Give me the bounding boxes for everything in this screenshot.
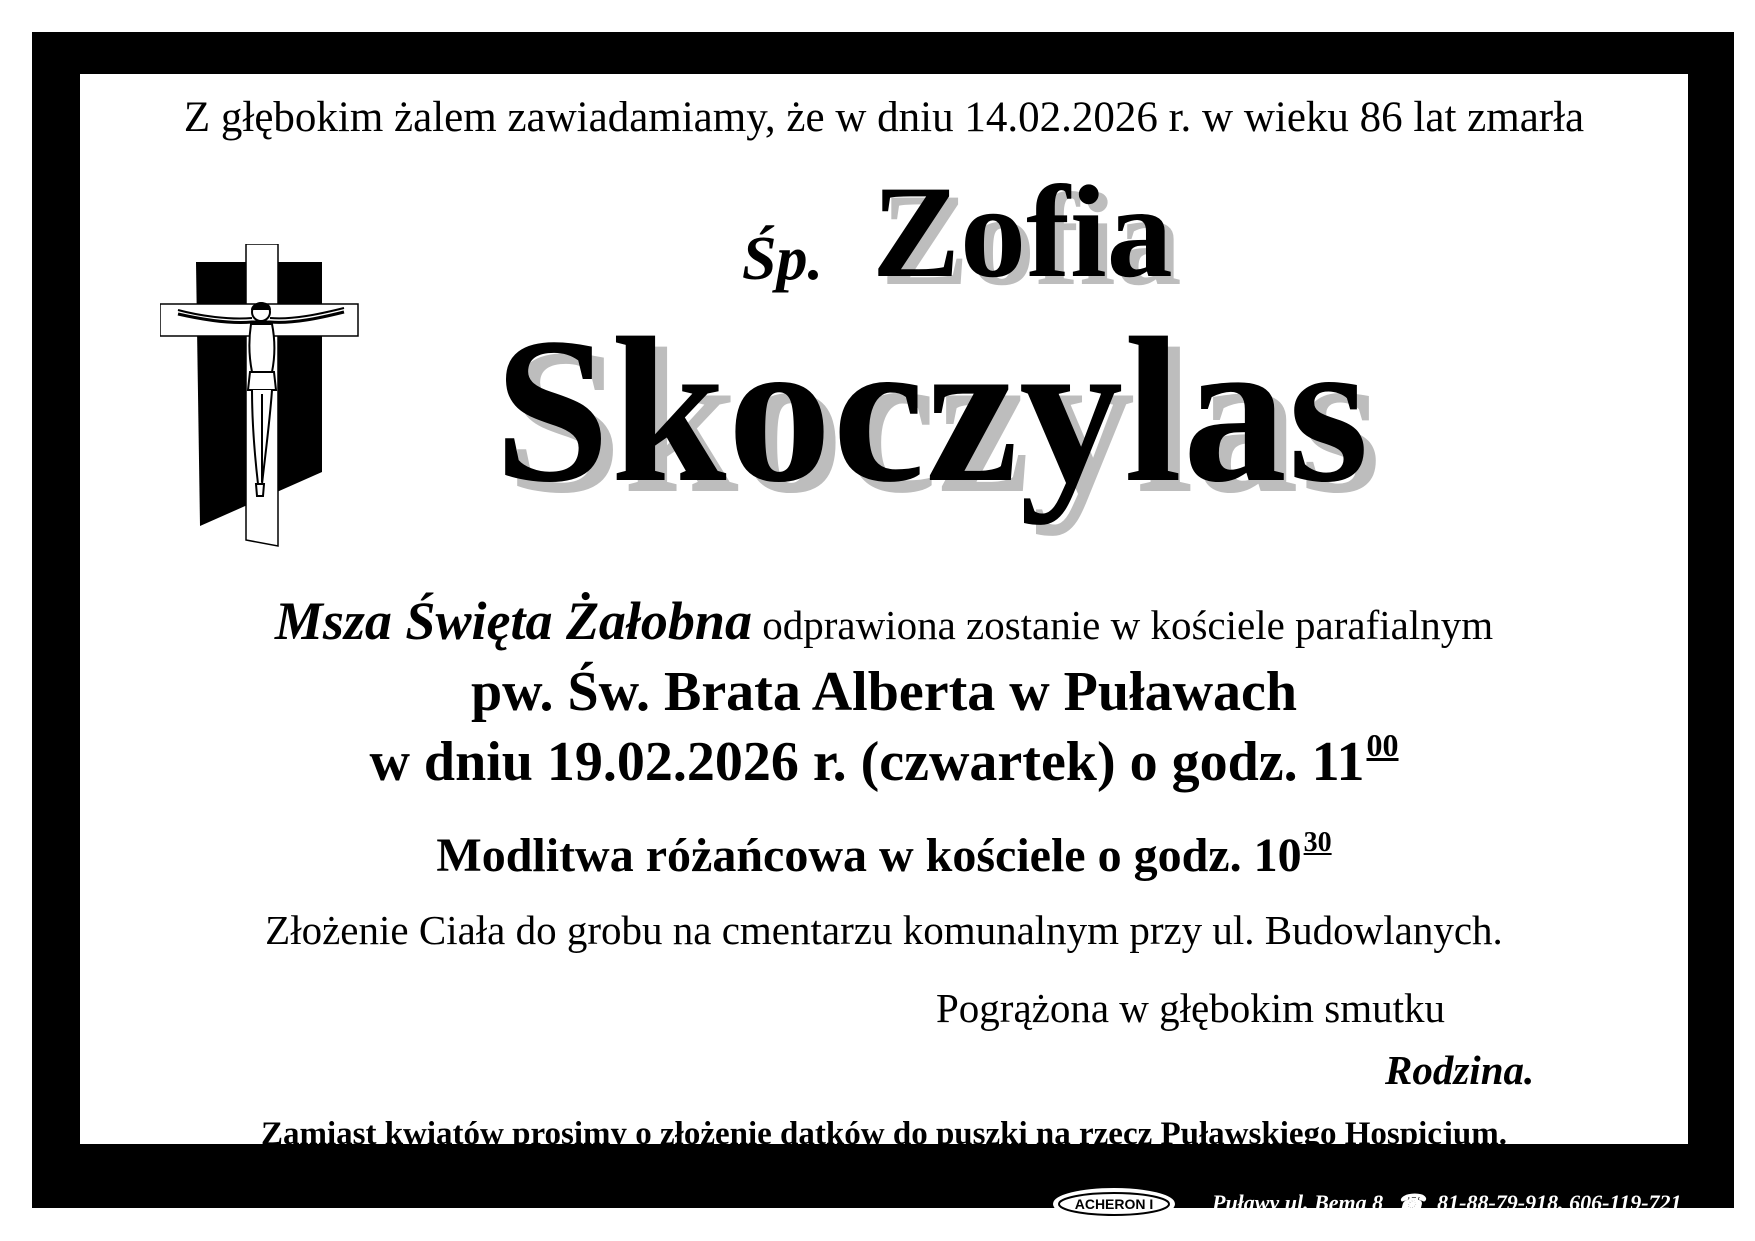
donation-request: Zamiast kwiatów prosimy o złożenie datków do puszki na rzecz Puławskiego Hospicjum. (260, 1116, 1508, 1152)
funeral-home-address: Puławy ul. Bema 8 (1212, 1190, 1384, 1215)
mourning-line: Pogrążona w głębokim smutku (936, 985, 1446, 1031)
rosary-prayer (80, 827, 1688, 882)
mass-announcement (80, 591, 1688, 651)
rosary-minutes: 30 (1303, 827, 1332, 858)
funeral-home-contact (1212, 1192, 1682, 1214)
notice-panel (80, 74, 1688, 1152)
announcement-intro: Z głębokim żalem zawiadamiamy, że w dniu 14.02.2026 r. w wieku 86 lat zmarła (183, 94, 1585, 141)
deceased-first-name: Zofia (872, 158, 1173, 305)
mass-date-time (80, 727, 1688, 793)
telephone-icon: ☎ (1397, 1190, 1425, 1215)
svg-text:ACHERON I: ACHERON I (1074, 1196, 1154, 1212)
church-name: pw. Św. Brata Alberta w Puławach (470, 661, 1298, 723)
funeral-home-phones: 81-88-79-918, 606-119-721 (1437, 1190, 1682, 1215)
mass-date-text: w dniu 19.02.2026 r. (czwartek) o godz. 11 (369, 731, 1365, 793)
mass-time-minutes: 00 (1366, 727, 1399, 763)
honorific: Śp. (742, 225, 823, 293)
burial-info: Złożenie Ciała do grobu na cmentarzu komunalnym przy ul. Budowlanych. (265, 907, 1503, 953)
mass-location-text: odprawiona zostanie w kościele parafialnym (751, 602, 1494, 648)
acheron-logo (1052, 1187, 1176, 1221)
deceased-surname: Skoczylas (494, 295, 1370, 525)
family-signature: Rodzina. (1385, 1047, 1535, 1093)
rosary-text: Modlitwa różańcowa w kościele o godz. 10 (436, 829, 1302, 882)
black-border-frame (32, 32, 1734, 1215)
mass-title: Msza Święta Żałobna (274, 591, 752, 651)
